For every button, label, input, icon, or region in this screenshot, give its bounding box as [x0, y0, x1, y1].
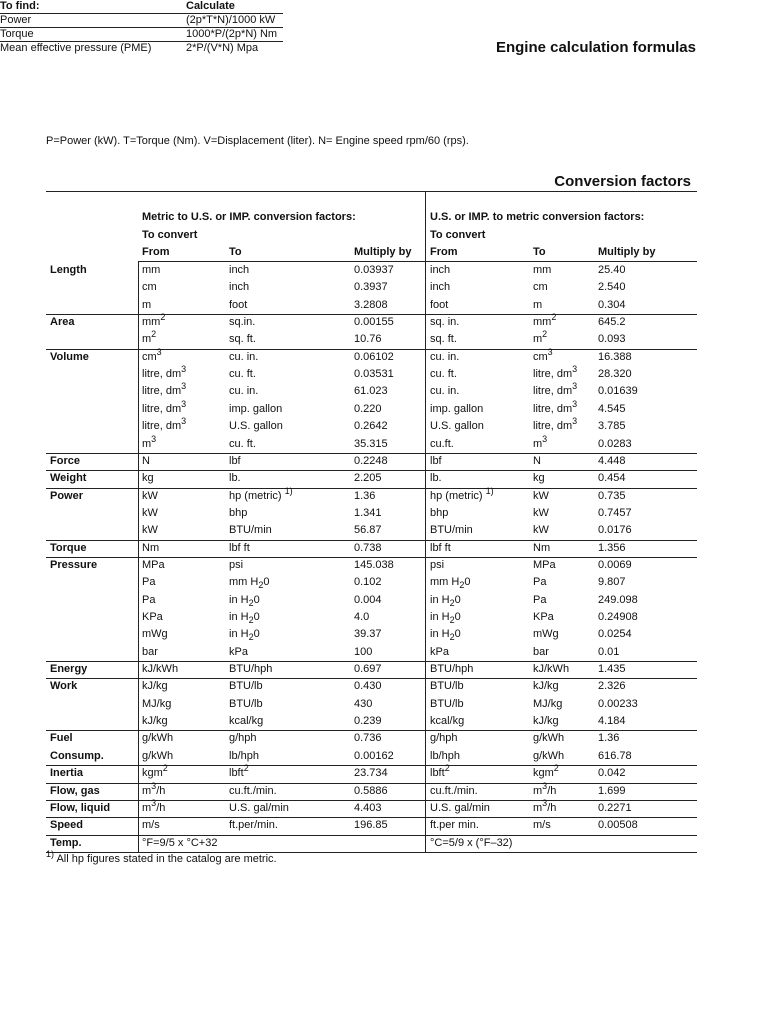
- formula-calc: 2*P/(V*N) Mpa: [186, 42, 259, 54]
- right-from: U.S. gal/min: [430, 801, 490, 814]
- right-from: inch: [430, 281, 451, 294]
- left-col-multiply: Multiply by: [354, 246, 412, 258]
- left-col-to: To: [229, 246, 242, 258]
- left-from: g/kWh: [142, 732, 174, 745]
- row-separator: [46, 800, 697, 801]
- left-multiply: 0.03531: [354, 368, 394, 381]
- right-multiply: 0.0283: [598, 437, 632, 450]
- right-from: cu. ft.: [430, 368, 457, 381]
- right-to: litre, $dm^3$: [533, 364, 578, 381]
- right-col-multiply: Multiply by: [598, 246, 656, 258]
- formula-find: Mean effective pressure (PME): [0, 42, 152, 54]
- left-multiply: 145.038: [354, 558, 394, 571]
- left-to: cu.ft./min.: [229, 784, 277, 797]
- right-multiply: 0.0176: [598, 524, 632, 537]
- right-from: BTU/lb: [430, 680, 464, 693]
- right-to: $m^2$: [533, 329, 548, 346]
- right-from: in $H_20$: [430, 628, 461, 643]
- left-to: BTU/lb: [229, 697, 263, 710]
- formula-header-find: To find:: [0, 0, 186, 14]
- left-to: inch: [229, 264, 250, 276]
- right-to: m: [533, 298, 543, 311]
- right-to: Pa: [533, 576, 547, 589]
- left-from: kW: [142, 524, 158, 537]
- left-from: litre, $dm^3$: [142, 381, 187, 398]
- left-multiply: 0.3937: [354, 281, 388, 294]
- right-from: BTU/lb: [430, 697, 464, 710]
- left-from: kJ/kg: [142, 680, 168, 693]
- right-multiply: 616.78: [598, 749, 632, 762]
- left-to: lbf: [229, 454, 241, 467]
- left-from: kW: [142, 506, 158, 519]
- formula-row: [0, 14, 283, 28]
- left-to: BTU/lb: [229, 680, 263, 693]
- left-to: kPa: [229, 645, 248, 658]
- formula-header-row: [0, 0, 283, 14]
- temp-label: Temp.: [50, 836, 82, 849]
- left-to: sq. ft.: [229, 333, 256, 346]
- header-rule: [138, 261, 697, 262]
- left-multiply: 0.00162: [354, 749, 394, 762]
- footnote: [46, 849, 277, 865]
- left-to: ft.per/min.: [229, 819, 278, 832]
- right-to: kJ/kg: [533, 680, 559, 693]
- left-multiply: 100: [354, 645, 373, 658]
- right-to: MPa: [533, 558, 556, 571]
- right-from: cu.ft.: [430, 437, 454, 450]
- left-from: litre, $dm^3$: [142, 364, 187, 381]
- right-multiply: 16.388: [598, 350, 632, 363]
- right-to: g/kWh: [533, 749, 565, 762]
- left-multiply: 0.102: [354, 576, 382, 589]
- left-multiply: 0.06102: [354, 350, 394, 363]
- left-multiply: 1.36: [354, 489, 376, 502]
- left-from: MJ/kg: [142, 697, 172, 710]
- left-multiply: 0.736: [354, 732, 382, 745]
- right-to: kgm$^2$: [533, 763, 559, 780]
- row-category: Inertia: [50, 767, 84, 780]
- row-category: Force: [50, 454, 80, 467]
- left-multiply: 4.0: [354, 611, 370, 623]
- left-to: cu. ft.: [229, 437, 256, 450]
- right-multiply: 0.01639: [598, 385, 638, 398]
- left-to: U.S. gallon: [229, 420, 283, 433]
- row-category: Weight: [50, 472, 87, 485]
- right-multiply: 0.2271: [598, 801, 632, 814]
- left-from: N: [142, 454, 150, 467]
- row-separator: [46, 765, 697, 766]
- right-to: bar: [533, 645, 549, 658]
- right-multiply: 28.320: [598, 368, 632, 381]
- right-multiply: 1.699: [598, 784, 626, 797]
- left-multiply: 4.403: [354, 801, 382, 814]
- left-to: in $H_20$: [229, 628, 260, 643]
- row-category: Energy: [50, 663, 88, 676]
- right-heading: U.S. or IMP. to metric conversion factors:: [430, 211, 645, 223]
- right-from: lbft$^2$: [430, 763, 450, 780]
- right-to: g/kWh: [533, 732, 565, 745]
- footnote-mark: 1): [46, 849, 55, 859]
- right-to-convert: To convert: [430, 229, 486, 241]
- left-multiply: 23.734: [354, 767, 388, 780]
- temp-right: °C=5/9 x (°F–32): [430, 836, 513, 849]
- right-to: m/s: [533, 819, 551, 832]
- formula-find: Torque: [0, 28, 186, 42]
- left-to: cu. ft.: [229, 368, 256, 381]
- row-category: Torque: [50, 541, 87, 554]
- left-to: foot: [229, 298, 248, 311]
- right-multiply: 1.356: [598, 541, 626, 554]
- row-category: Area: [50, 316, 75, 329]
- left-from: cm: [142, 281, 157, 294]
- formula-calc: (2p*T*N)/1000 kW: [186, 14, 283, 28]
- right-to: litre, $dm^3$: [533, 381, 578, 398]
- left-to: mm $H_20$: [229, 576, 270, 591]
- temp-left: °F=9/5 x °C+32: [142, 836, 218, 849]
- row-separator: [46, 557, 697, 558]
- row-category: Flow, liquid: [50, 801, 111, 814]
- page-title: Engine calculation formulas: [495, 39, 696, 56]
- row-category: Length: [50, 264, 87, 276]
- right-from: BTU/hph: [430, 663, 474, 676]
- left-from: bar: [142, 645, 158, 658]
- left-to: U.S. gal/min: [229, 801, 289, 814]
- right-from: foot: [430, 298, 449, 311]
- left-from: $cm^3$: [142, 346, 162, 363]
- right-multiply: 0.0069: [598, 558, 632, 571]
- row-separator: [46, 453, 697, 454]
- left-to: kcal/kg: [229, 715, 264, 728]
- right-multiply: 9.807: [598, 576, 626, 589]
- left-multiply: 0.2642: [354, 420, 388, 433]
- left-to: BTU/hph: [229, 663, 273, 676]
- left-from: KPa: [142, 611, 163, 623]
- right-to: mm: [533, 264, 552, 276]
- left-from: kgm$^2$: [142, 763, 168, 780]
- left-to: imp. gallon: [229, 402, 283, 415]
- right-multiply: 0.735: [598, 489, 626, 502]
- formula-header-calc: Calculate: [186, 0, 283, 14]
- right-col-to: To: [533, 246, 546, 258]
- left-multiply: 39.37: [354, 628, 382, 641]
- row-separator: [46, 730, 697, 731]
- right-multiply: 0.454: [598, 472, 626, 485]
- right-from: lbf: [430, 454, 442, 467]
- right-to: KPa: [533, 611, 554, 623]
- right-from: kcal/kg: [430, 715, 465, 728]
- right-from: hp (metric) $^{1)}$: [430, 485, 494, 502]
- left-from: litre, $dm^3$: [142, 416, 187, 433]
- right-multiply: 645.2: [598, 316, 626, 329]
- left-multiply: 3.2808: [354, 298, 388, 311]
- right-to: MJ/kg: [533, 697, 563, 710]
- conversion-top-rule: [46, 191, 697, 192]
- left-from: $m^3/h$: [142, 780, 166, 797]
- left-multiply: 0.5886: [354, 784, 388, 797]
- row-category: Power: [50, 489, 84, 502]
- left-to: cu. in.: [229, 350, 259, 363]
- left-multiply: 430: [354, 697, 373, 710]
- left-from: m/s: [142, 819, 160, 832]
- center-divider: [425, 191, 426, 852]
- right-from: sq. ft.: [430, 333, 457, 346]
- right-from: lb.: [430, 472, 442, 485]
- row-category: Work: [50, 680, 78, 693]
- right-from: g/hph: [430, 732, 458, 745]
- row-category: Flow, gas: [50, 784, 100, 797]
- right-multiply: 249.098: [598, 593, 638, 606]
- left-to-convert: To convert: [142, 229, 198, 241]
- right-multiply: 0.00233: [598, 697, 638, 710]
- left-to: in $H_20$: [229, 593, 260, 608]
- left-multiply: 0.220: [354, 402, 382, 415]
- right-multiply: 0.24908: [598, 611, 638, 623]
- left-multiply: 10.76: [354, 333, 382, 346]
- left-from: $mm^2$: [142, 312, 166, 329]
- left-from: Nm: [142, 541, 160, 554]
- row-category: Volume: [50, 350, 89, 363]
- right-from: lb/hph: [430, 749, 460, 762]
- right-multiply: 2.540: [598, 281, 626, 294]
- left-multiply: 35.315: [354, 437, 388, 450]
- right-to: $cm^3$: [533, 346, 553, 363]
- variable-legend: P=Power (kW). T=Torque (Nm). V=Displacement (liter). N= Engine speed rpm/60 (rps).: [46, 135, 469, 147]
- left-to: lbft$^2$: [229, 763, 249, 780]
- right-to: mWg: [533, 628, 559, 641]
- left-multiply: 0.239: [354, 715, 382, 728]
- right-multiply: 4.448: [598, 454, 626, 467]
- left-to: g/hph: [229, 732, 257, 745]
- right-from: cu. in.: [430, 385, 460, 398]
- right-to: kW: [533, 489, 549, 502]
- left-multiply: 0.004: [354, 593, 382, 606]
- row-category: Speed: [50, 819, 84, 832]
- right-from: cu.ft./min.: [430, 784, 478, 797]
- left-multiply: 61.023: [354, 385, 388, 398]
- right-from: imp. gallon: [430, 402, 484, 415]
- row-separator: [46, 470, 697, 471]
- left-to: lbf ft: [229, 541, 250, 554]
- left-to: BTU/min: [229, 524, 272, 537]
- right-from: inch: [430, 264, 451, 276]
- left-from: Pa: [142, 593, 156, 606]
- left-multiply: 0.697: [354, 663, 382, 676]
- left-to: bhp: [229, 506, 248, 519]
- left-from: MPa: [142, 558, 165, 571]
- right-multiply: 0.042: [598, 767, 626, 780]
- left-from: $m^3/h$: [142, 797, 166, 814]
- right-multiply: 0.00508: [598, 819, 638, 832]
- left-from: g/kWh: [142, 749, 174, 762]
- right-from: ft.per min.: [430, 819, 479, 832]
- right-multiply: 0.093: [598, 333, 626, 346]
- right-from: cu. in.: [430, 350, 460, 363]
- left-from: litre, $dm^3$: [142, 398, 187, 415]
- right-to: $m^3/h$: [533, 797, 557, 814]
- right-from: bhp: [430, 506, 449, 519]
- right-multiply: 0.0254: [598, 628, 632, 641]
- right-to: litre, $dm^3$: [533, 416, 578, 433]
- right-to: $m^3$: [533, 433, 548, 450]
- right-multiply: 25.40: [598, 264, 626, 276]
- row-separator: [46, 817, 697, 818]
- left-multiply: 0.03937: [354, 264, 394, 276]
- right-from: sq. in.: [430, 316, 460, 329]
- left-multiply: 0.738: [354, 541, 382, 554]
- left-from: $m^2$: [142, 329, 157, 346]
- left-from: $m^3$: [142, 433, 157, 450]
- left-to: lb.: [229, 472, 241, 485]
- right-multiply: 1.435: [598, 663, 626, 676]
- right-to: Pa: [533, 593, 547, 606]
- left-multiply: 0.00155: [354, 316, 394, 329]
- right-to: N: [533, 454, 541, 467]
- right-from: in $H_20$: [430, 593, 461, 608]
- right-to: cm: [533, 281, 548, 294]
- left-to: inch: [229, 281, 250, 294]
- footnote-text: All hp figures stated in the catalog are metric.: [54, 853, 277, 865]
- right-from: U.S. gallon: [430, 420, 484, 433]
- left-multiply: 56.87: [354, 524, 382, 537]
- left-to: sq.in.: [229, 316, 256, 329]
- row-category: Consump.: [50, 749, 104, 762]
- row-category: Fuel: [50, 732, 73, 745]
- row-separator: [46, 678, 697, 679]
- left-from: kW: [142, 489, 158, 502]
- row-separator: [46, 661, 697, 662]
- right-multiply: 0.01: [598, 645, 620, 658]
- right-multiply: 4.545: [598, 402, 626, 415]
- right-to: Nm: [533, 541, 551, 554]
- right-to: $mm^2$: [533, 312, 557, 329]
- right-multiply: 0.304: [598, 298, 626, 311]
- left-to: hp (metric) $^{1)}$: [229, 485, 293, 502]
- left-to: psi: [229, 558, 244, 571]
- left-multiply: 0.430: [354, 680, 382, 693]
- row-separator: [46, 314, 697, 315]
- left-from: Pa: [142, 576, 156, 589]
- right-from: kPa: [430, 645, 449, 658]
- left-multiply: 0.2248: [354, 454, 388, 467]
- left-from: kJ/kWh: [142, 663, 179, 676]
- left-heading: Metric to U.S. or IMP. conversion factors:: [142, 211, 356, 223]
- formula-calc: 1000*P/(2p*N) Nm: [186, 28, 283, 42]
- right-to: litre, $dm^3$: [533, 398, 578, 415]
- right-col-from: From: [430, 246, 458, 258]
- right-from: mm $H_20$: [430, 576, 471, 591]
- left-multiply: 196.85: [354, 819, 388, 832]
- right-to: kJ/kWh: [533, 663, 570, 676]
- right-multiply: 1.36: [598, 732, 620, 745]
- right-to: $m^3/h$: [533, 780, 557, 797]
- right-multiply: 2.326: [598, 680, 626, 693]
- conversion-title: Conversion factors: [554, 173, 691, 190]
- formula-find: Power: [0, 14, 186, 28]
- left-from: mWg: [142, 628, 168, 641]
- left-to: lb/hph: [229, 749, 259, 762]
- right-from: lbf ft: [430, 541, 451, 554]
- left-multiply: 2.205: [354, 472, 382, 485]
- right-multiply: 4.184: [598, 715, 626, 728]
- left-multiply: 1.341: [354, 506, 382, 519]
- right-from: in $H_20$: [430, 611, 461, 625]
- category-divider: [138, 262, 139, 852]
- right-to: kJ/kg: [533, 715, 559, 728]
- left-from: kg: [142, 472, 154, 485]
- right-to: kW: [533, 506, 549, 519]
- right-to: kW: [533, 524, 549, 537]
- right-from: psi: [430, 558, 445, 571]
- left-col-from: From: [142, 246, 170, 258]
- left-from: mm: [142, 264, 161, 276]
- right-from: BTU/min: [430, 524, 473, 537]
- left-to: cu. in.: [229, 385, 259, 398]
- right-to: kg: [533, 472, 545, 485]
- right-multiply: 0.7457: [598, 506, 632, 519]
- left-from: m: [142, 298, 152, 311]
- right-multiply: 3.785: [598, 420, 626, 433]
- left-from: kJ/kg: [142, 715, 168, 728]
- left-to: in $H_20$: [229, 611, 260, 625]
- row-category: Pressure: [50, 558, 98, 571]
